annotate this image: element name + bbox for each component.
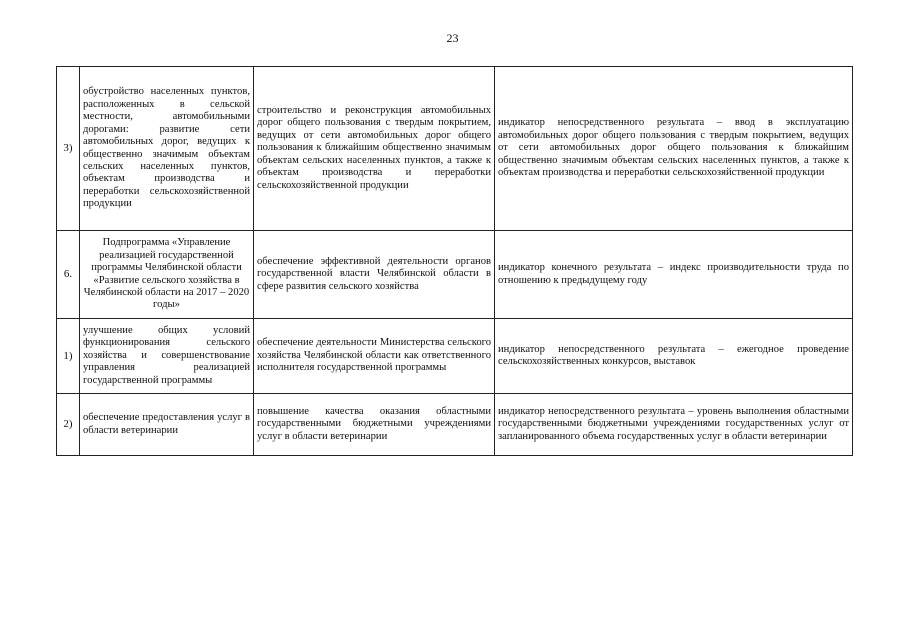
row-indicator: индикатор непосредственного результата – ежегодное проведение сельскохозяйственных конкурсов, выставок [495, 319, 853, 394]
table-row [57, 319, 853, 394]
row-task: строительство и реконструкция автомобильных дорог общего пользования с твердым покрытием, ведущих от сети автомобильных дорог общего пользования к ближайшим общественно значимым объектам сельских населенных пунктов, а также к объектам производства и переработки сельскохозяйственной продукции [254, 67, 495, 231]
program-table [56, 66, 853, 456]
row-event-name: улучшение общих условий функционирования сельского хозяйства и совершенствование управления реализацией государственной программы [80, 319, 254, 394]
row-task: обеспечение эффективной деятельности органов государственной власти Челябинской области в сфере развития сельского хозяйства [254, 231, 495, 319]
table-row [57, 67, 853, 231]
row-event-name: обеспечение предоставления услуг в области ветеринарии [80, 394, 254, 456]
row-event-name: Подпрограмма «Управление реализацией государственной программы Челябинской области «Развитие сельского хозяйства в Челябинской области на 2017 – 2020 годы» [80, 231, 254, 319]
row-indicator: индикатор конечного результата – индекс производительности труда по отношению к предыдущему году [495, 231, 853, 319]
row-number: 2) [57, 394, 80, 456]
table-row [57, 394, 853, 456]
row-task: повышение качества оказания областными государственными бюджетными учреждениями услуг в области ветеринарии [254, 394, 495, 456]
page-number: 23 [446, 31, 459, 45]
table-row [57, 231, 853, 319]
row-indicator: индикатор непосредственного результата – уровень выполнения областными государственными бюджетными учреждениями государственных услуг от запланированного объема государственных услуг в области ветеринарии [495, 394, 853, 456]
row-indicator: индикатор непосредственного результата – ввод в эксплуатацию автомобильных дорог общего пользования с твердым покрытием, ведущих от сети автомобильных дорог общего пользования к ближайшим общественно значимым объектам сельских населенных пунктов, а также к объектам производства и переработки сельскохозяйственной продукции [495, 67, 853, 231]
row-number: 3) [57, 67, 80, 231]
row-event-name: обустройство населенных пунктов, расположенных в сельской местности, автомобильными дорогами: развитие сети автомобильных дорог, ведущих к общественно значимым объектам сельских населенных пунктов, объектам производства и переработки сельскохозяйственной продукции [80, 67, 254, 231]
row-number: 6. [57, 231, 80, 319]
row-number: 1) [57, 319, 80, 394]
row-task: обеспечение деятельности Министерства сельского хозяйства Челябинской области как ответственного исполнителя государственной программы [254, 319, 495, 394]
